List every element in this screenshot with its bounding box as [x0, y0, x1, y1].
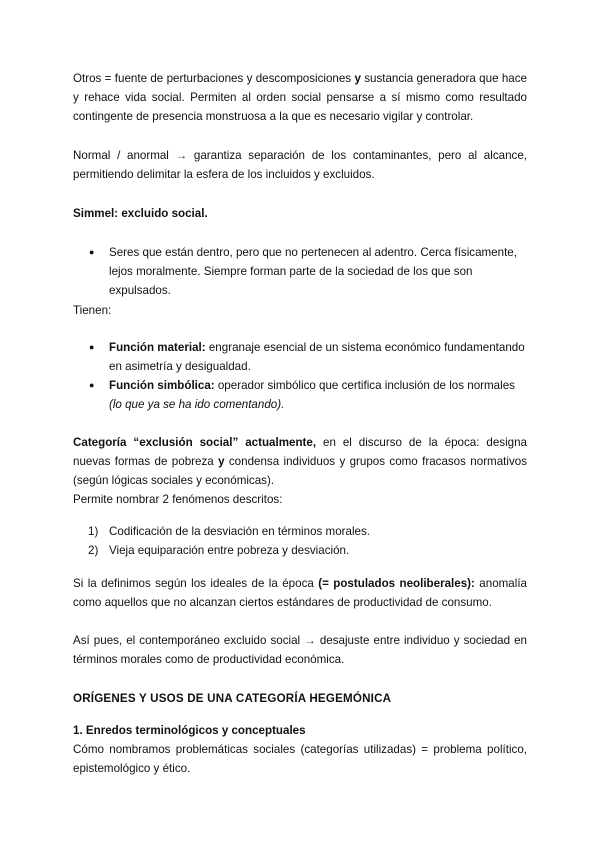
paragraph-tienen: Tienen:: [73, 304, 112, 317]
fenomeno-item-2: [73, 541, 527, 560]
heading-enredos: [73, 721, 527, 740]
simmel-bullet-item: [73, 243, 527, 300]
paragraph-definimos-bold: (= postulados neoliberales):: [318, 577, 475, 590]
heading-simmel: [73, 204, 527, 223]
simmel-bullet-text: Seres que están dentro, pero que no pertenecen al adentro. Cerca físicamente, lejos moralmente. Siempre forman parte de la sociedad de los que son expulsados.: [109, 246, 517, 297]
fenomenos-list: [73, 522, 527, 560]
paragraph-definimos: [73, 574, 527, 612]
funcion-material-label: Función material:: [109, 341, 206, 354]
funcion-material-text: engranaje esencial de un sistema económico fundamentando en asimetría y desigualdad.: [109, 341, 525, 373]
heading-origenes: ORÍGENES Y USOS DE UNA CATEGORÍA HEGEMÓNICA: [73, 692, 392, 705]
paragraph-categoria: [73, 433, 527, 490]
paragraph-definimos-c: anomalía como aquellos que no alcanzan ciertos estándares de productividad de consumo.: [73, 577, 527, 609]
funcion-simbolica-text: operador simbólico que certifica inclusión de los normales: [214, 379, 515, 392]
paragraph-nombramos: Cómo nombramos problemáticas sociales (categorías utilizadas) = problema político, epistemológico y ético.: [73, 743, 527, 775]
funcion-simbolica-label: Función simbólica:: [109, 379, 215, 392]
funcion-material-item: [73, 338, 527, 376]
funcion-simbolica-italic: (lo que ya se ha ido comentando).: [109, 398, 285, 411]
paragraph-otros-a: Otros = fuente de perturbaciones y descomposiciones: [73, 72, 355, 85]
fenomeno-text-2: Vieja equiparación entre pobreza y desviación.: [109, 544, 350, 557]
paragraph-definimos-a: Si la definimos según los ideales de la época: [73, 577, 319, 590]
heading-simmel-text: Simmel: excluido social.: [73, 207, 208, 220]
fenomeno-item-1: [73, 522, 527, 541]
paragraph-asi-pues: Así pues, el contemporáneo excluido social → desajuste entre individuo y sociedad en términos morales como de productividad económica.: [73, 634, 527, 666]
paragraph-normal-anormal: Normal / anormal → garantiza separación de los contaminantes, pero al alcance, permitiendo delimitar la esfera de los incluidos y excluidos.: [73, 149, 527, 181]
fenomeno-text-1: Codificación de la desviación en términos morales.: [109, 525, 370, 538]
paragraph-categoria-bold: Categoría “exclusión social” actualmente,: [73, 436, 317, 449]
paragraph-otros-y: y: [354, 72, 361, 85]
paragraph-permite: Permite nombrar 2 fenómenos descritos:: [73, 493, 283, 506]
paragraph-categoria-y: y: [218, 455, 225, 468]
funcion-simbolica-item: [73, 376, 527, 414]
fenomeno-number-2: 2): [88, 544, 99, 557]
fenomeno-number-1: 1): [88, 525, 99, 538]
funciones-list: [73, 338, 527, 414]
paragraph-otros: [73, 69, 527, 126]
paragraph-categoria-a: en el discurso de la época: designa nuevas formas de pobreza: [73, 436, 527, 468]
paragraph-categoria-c: condensa individuos y grupos como fracasos normativos (según lógicas sociales y económicas).: [73, 455, 527, 487]
heading-enredos-text: 1. Enredos terminológicos y conceptuales: [73, 724, 306, 737]
paragraph-otros-c: sustancia generadora que hace y rehace vida social. Permiten al orden social pensarse a sí mismo como resultado contingente de presencia monstruosa a la que es necesario vigilar y controlar.: [73, 72, 527, 123]
simmel-bullet-list: [73, 243, 527, 300]
